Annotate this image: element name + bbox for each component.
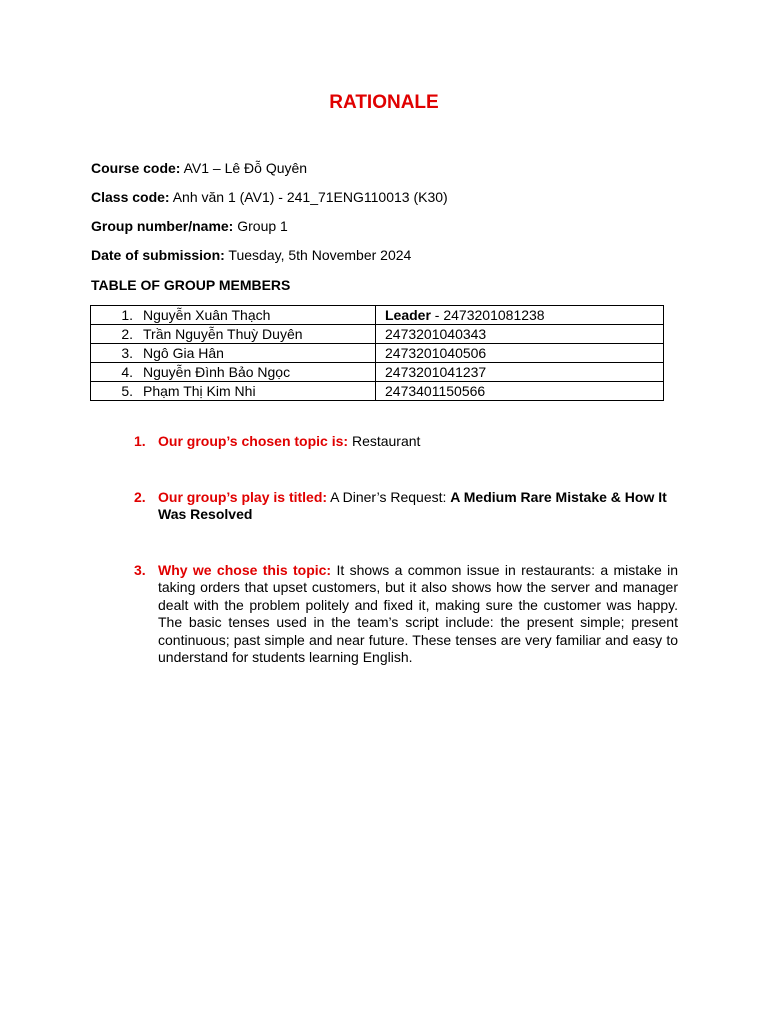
date-line [91, 246, 411, 264]
member-name: Ngô Gia Hân [143, 345, 224, 361]
member-name: Trần Nguyễn Thuỳ Duyên [143, 326, 303, 342]
member-name: Phạm Thị Kim Nhi [143, 383, 256, 399]
item-text: A Diner’s Request: [327, 489, 451, 505]
group-label: Group number/name: [91, 218, 234, 234]
item-text: It shows a common issue in restaurants: a mistake in taking orders that upset customers, but it also shows how the server and manager dealt with the problem politely and fixed it, making sure the customer was happy. The basic tenses used in the team’s script include: the present simple; present continuous; past simple and near future. These tenses are very familiar and easy to understand for students learning English. [158, 562, 678, 666]
member-number: 3. [121, 345, 133, 361]
member-number: 5. [121, 383, 133, 399]
table-heading [91, 276, 290, 294]
group-value: Group 1 [233, 218, 288, 234]
class-code-label: Class code: [91, 189, 170, 205]
item-label: Our group’s play is titled: [158, 489, 328, 505]
item-number: 3. [134, 562, 146, 578]
member-name-cell [91, 382, 376, 401]
page-title: RATIONALE [329, 92, 439, 113]
member-id: 2473201040343 [385, 326, 487, 342]
item-label: Our group’s chosen topic is: [158, 433, 349, 449]
table-heading-text: TABLE OF GROUP MEMBERS [91, 277, 291, 293]
member-name-cell [91, 344, 376, 363]
item-label: Why we chose this topic: [158, 562, 332, 578]
member-role: Leader [385, 307, 431, 323]
table-row [91, 325, 664, 344]
member-name-cell [91, 306, 376, 325]
member-name: Nguyễn Đình Bảo Ngọc [143, 364, 291, 380]
member-id: 2473201040506 [385, 345, 487, 361]
play-title: A Medium Rare Mistake & How It Was Resolved [158, 489, 667, 523]
course-code-value: AV1 – Lê Đỗ Quyên [180, 160, 308, 176]
member-id-cell [376, 325, 664, 344]
member-id: - 2473201081238 [430, 307, 545, 323]
member-id-cell [376, 306, 664, 325]
member-id: 2473201041237 [385, 364, 487, 380]
members-table [90, 305, 664, 401]
item-text: Restaurant [348, 433, 421, 449]
member-id: 2473401150566 [385, 383, 486, 399]
table-row [91, 363, 664, 382]
table-row [91, 306, 664, 325]
table-row [91, 344, 664, 363]
member-name-cell [91, 363, 376, 382]
member-number: 1. [121, 307, 133, 323]
course-code-label: Course code: [91, 160, 181, 176]
member-name-cell [91, 325, 376, 344]
member-number: 2. [121, 326, 133, 342]
member-id-cell [376, 344, 664, 363]
list-item [134, 562, 678, 666]
member-id-cell [376, 382, 664, 401]
item-number: 2. [134, 489, 146, 505]
class-code-line [91, 188, 448, 206]
list-item [134, 489, 678, 524]
item-number: 1. [134, 433, 146, 449]
member-number: 4. [121, 364, 133, 380]
list-item [134, 433, 678, 450]
class-code-value: Anh văn 1 (AV1) - 241_71ENG110013 (K30) [169, 189, 448, 205]
group-line [91, 217, 288, 235]
date-label: Date of submission: [91, 247, 225, 263]
course-code-line [91, 159, 307, 177]
date-value: Tuesday, 5th November 2024 [224, 247, 412, 263]
member-name: Nguyễn Xuân Thạch [143, 307, 271, 323]
table-row [91, 382, 664, 401]
member-id-cell [376, 363, 664, 382]
